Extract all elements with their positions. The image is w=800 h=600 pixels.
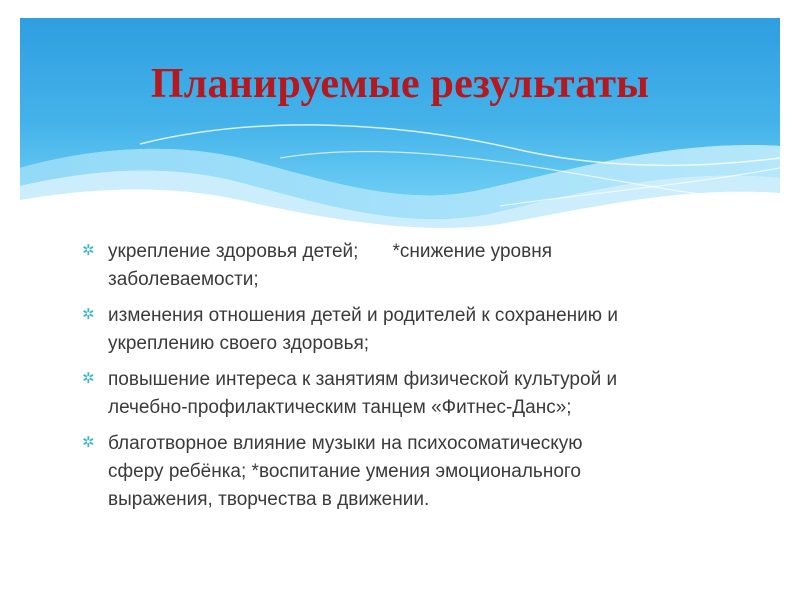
asterisk-bullet-icon: ✲ [82, 434, 95, 451]
list-item [82, 302, 742, 358]
list-item-line: лечебно-профилактическим танцем «Фитнес-Данс»; [108, 397, 572, 418]
list-item-line: сферу ребёнка; *воспитание умения эмоционального [108, 461, 581, 482]
list-item-line [108, 238, 742, 266]
list-item-line: благотворное влияние музыки на психосоматическую [108, 433, 583, 454]
list-item [82, 430, 742, 514]
results-list [82, 238, 742, 522]
header-wave-background [20, 18, 780, 230]
list-item-line: выражения, творчества в движении. [108, 489, 430, 510]
list-item-text: укрепление здоровья детей; [108, 241, 359, 262]
list-item-line: заболеваемости; [108, 269, 259, 290]
asterisk-bullet-icon: ✲ [82, 306, 95, 323]
asterisk-bullet-icon: ✲ [82, 370, 95, 387]
list-item [82, 366, 742, 422]
slide-title: Планируемые результаты [150, 61, 650, 107]
list-item-line: изменения отношения детей и родителей к сохранению и [108, 305, 618, 326]
list-item [82, 238, 742, 294]
list-item-line: укреплению своего здоровья; [108, 333, 370, 354]
list-item-line: повышение интереса к занятиям физической культурой и [108, 369, 618, 390]
asterisk-bullet-icon: ✲ [82, 242, 95, 259]
list-item-text: *снижение уровня [392, 241, 552, 262]
